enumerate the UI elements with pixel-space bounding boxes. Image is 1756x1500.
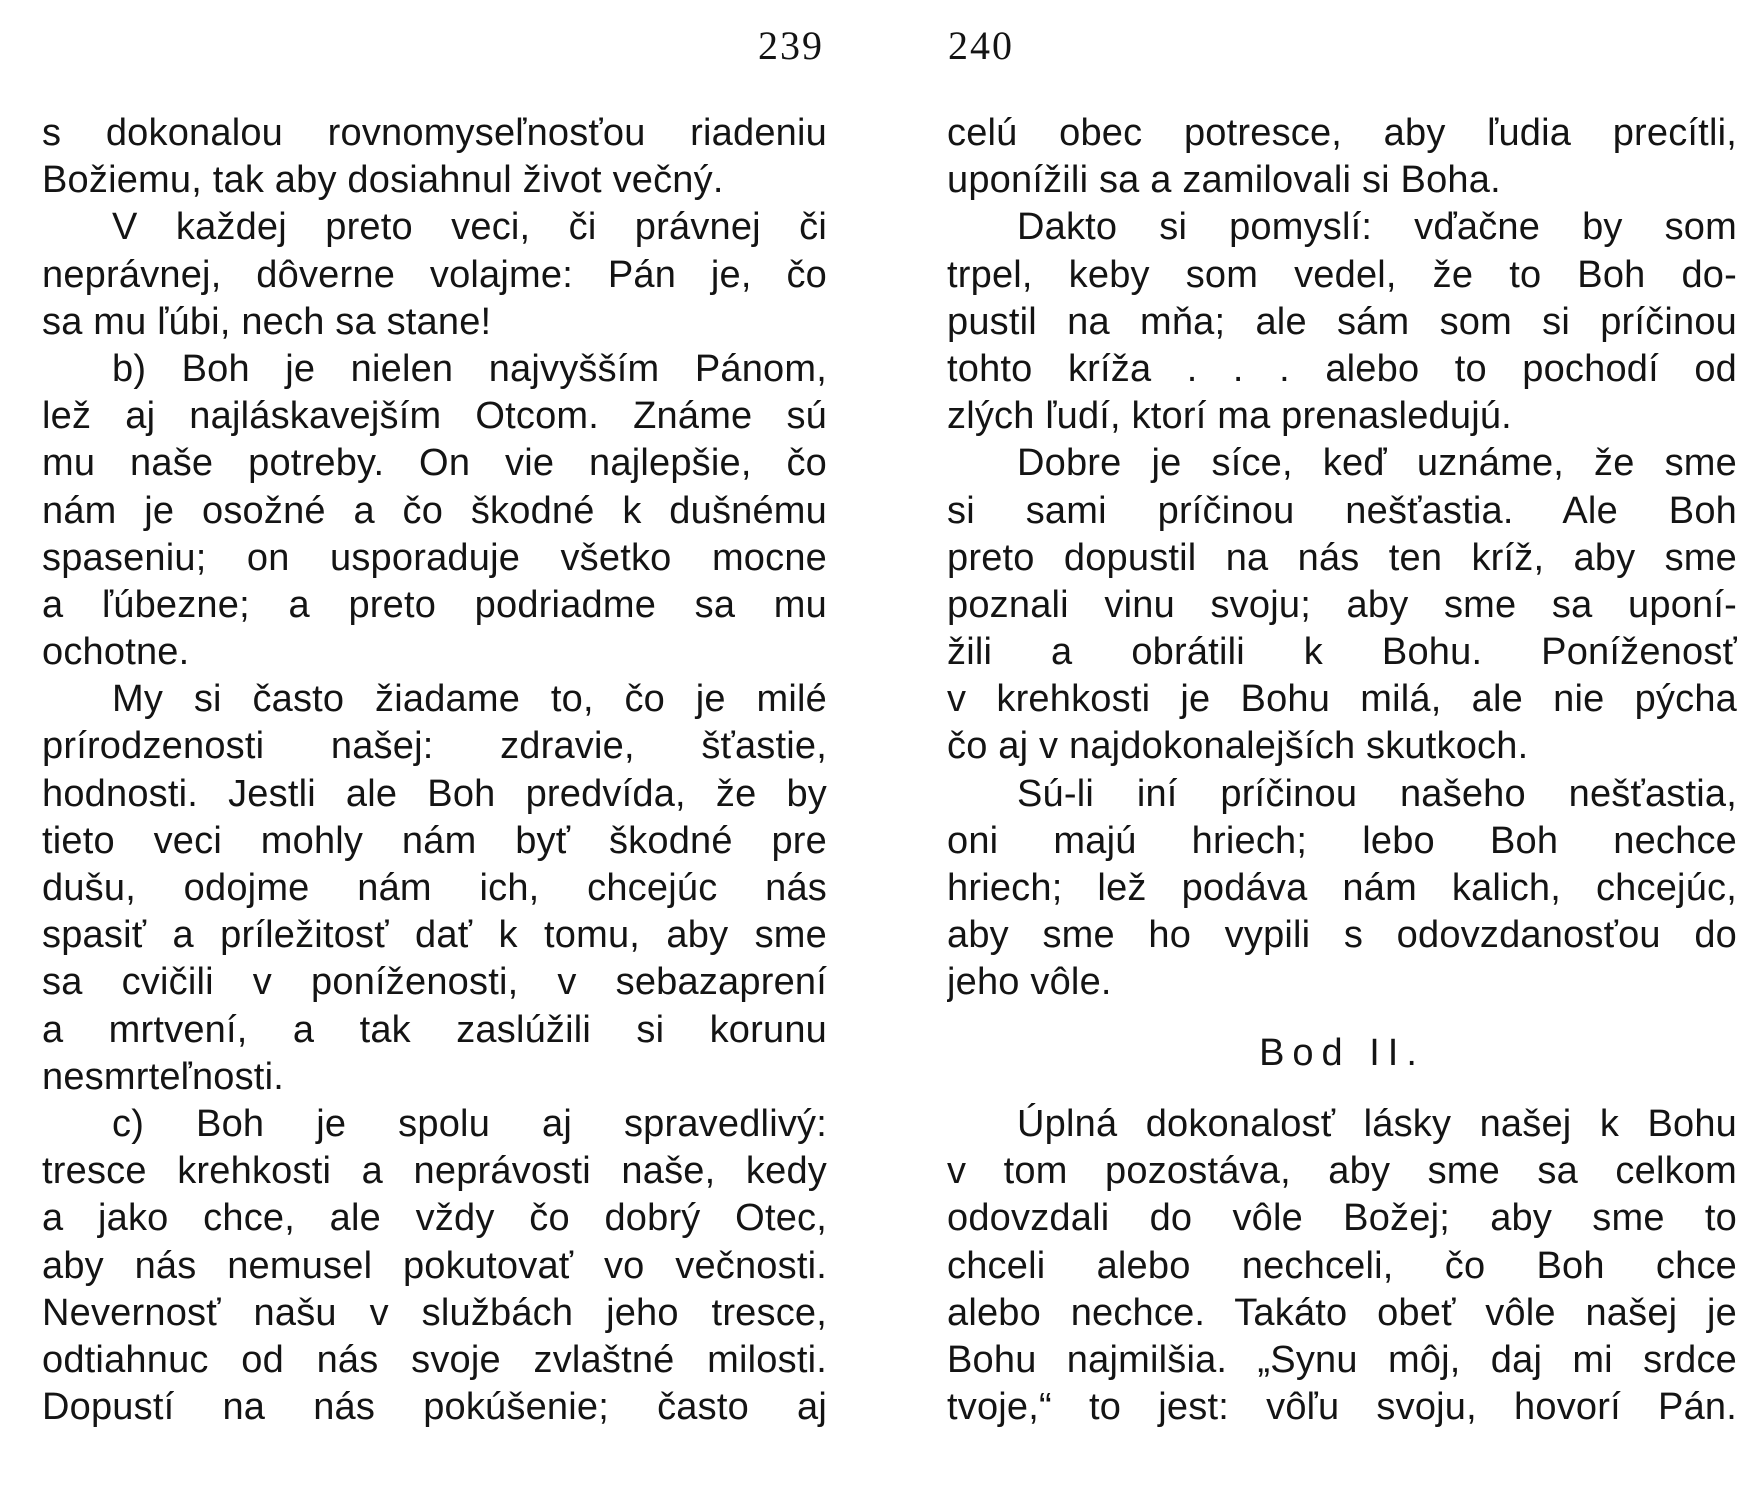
text-line: a ľúbezne; a preto podriadme sa mu [42, 583, 827, 626]
right-page-text-before-heading [947, 110, 1737, 1007]
text-line: nesmrteľnosti. [42, 1055, 284, 1098]
text-line: jeho vôle. [947, 961, 1112, 1004]
text-line: hodnosti. Jestli ale Boh predvída, že by [42, 772, 827, 815]
text-line: ochotne. [42, 631, 190, 674]
text-line: aby nás nemusel pokutovať vo večnosti. [42, 1244, 827, 1287]
text-line: Dopustí na nás pokúšenie; často aj [42, 1386, 827, 1429]
text-line: Dakto si pomyslí: vďačne by som [1017, 206, 1737, 249]
text-line: prírodzenosti našej: zdravie, šťastie, [42, 725, 827, 768]
text-line: poznali vinu svoju; aby sme sa uponí- [947, 583, 1737, 626]
page-number-left: 239 [758, 23, 824, 68]
text-line: sa cvičili v poníženosti, v sebazaprení [42, 961, 827, 1004]
text-line: My si často žiadame to, čo je milé [112, 678, 827, 721]
text-line: čo aj v najdokonalejších skutkoch. [947, 725, 1529, 768]
text-line: dušu, odojme nám ich, chcejúc nás [42, 867, 827, 909]
text-line: Úplná dokonalosť lásky našej k Bohu [1017, 1102, 1737, 1145]
text-line: Sú-li iní príčinou našeho nešťastia, [1017, 772, 1737, 815]
section-heading: Bod II. [1259, 1032, 1425, 1075]
right-page-text-after-heading [947, 1101, 1737, 1431]
text-line: V každej preto veci, či právnej či [112, 206, 827, 249]
text-line: preto dopustil na nás ten kríž, aby sme [947, 536, 1737, 579]
text-line: tieto veci mohly nám byť škodné pre [42, 819, 827, 862]
text-line: spaseniu; on usporaduje všetko mocne [42, 536, 827, 579]
text-line: aby sme ho vypili s odovzdanosťou do [947, 914, 1737, 957]
text-line: a mrtvení, a tak zaslúžili si korunu [42, 1008, 827, 1051]
right-page-text [947, 110, 1737, 1431]
text-line: pustil na mňa; ale sám som si príčinou [947, 300, 1737, 343]
text-line: Bohu najmilšia. „Synu môj, daj mi srdce [947, 1338, 1737, 1381]
text-line: trpel, keby som vedel, že to Boh do- [947, 253, 1737, 296]
text-line: žili a obrátili k Bohu. Poníženosť [947, 631, 1737, 674]
text-line: hriech; lež podáva nám kalich, chcejúc, [947, 867, 1737, 909]
text-line: tresce krehkosti a neprávosti naše, kedy [42, 1150, 827, 1193]
text-line: zlých ľudí, ktorí ma prenasledujú. [947, 395, 1512, 438]
text-line: b) Boh je nielen najvyšším Pánom, [112, 347, 827, 390]
text-line: uponížili sa a zamilovali si Boha. [947, 159, 1501, 202]
page-number-right: 240 [948, 23, 1014, 68]
text-line: Dobre je síce, keď uznáme, že sme [1017, 442, 1737, 485]
text-line: mu naše potreby. On vie najlepšie, čo [42, 442, 827, 485]
text-line: nám je osožné a čo škodné k dušnému [42, 489, 827, 532]
text-line: odtiahnuc od nás svoje zvlaštné milosti. [42, 1338, 827, 1381]
text-line: c) Boh je spolu aj spravedlivý: [112, 1102, 827, 1145]
text-line: tohto kríža . . . alebo to pochodí od [947, 347, 1737, 390]
text-line: lež aj najláskavejším Otcom. Známe sú [42, 395, 827, 438]
text-line: oni majú hriech; lebo Boh nechce [947, 819, 1737, 862]
text-line: s dokonalou rovnomyseľnosťou riadeniu [42, 112, 827, 154]
text-line: celú obec potresce, aby ľudia precítli, [947, 112, 1737, 154]
text-line: sa mu ľúbi, nech sa stane! [42, 300, 492, 343]
text-line: Božiemu, tak aby dosiahnul život večný. [42, 159, 724, 202]
text-line: spasiť a príležitosť dať k tomu, aby sme [42, 914, 827, 957]
text-line: si sami príčinou nešťastia. Ale Boh [947, 489, 1737, 532]
text-line: v krehkosti je Bohu milá, ale nie pýcha [947, 678, 1737, 721]
text-line: chceli alebo nechceli, čo Boh chce [947, 1244, 1737, 1287]
text-line: Nevernosť našu v službách jeho tresce, [42, 1291, 827, 1334]
text-line: alebo nechce. Takáto obeť vôle našej je [947, 1291, 1737, 1334]
text-line: v tom pozostáva, aby sme sa celkom [947, 1150, 1737, 1193]
text-line: a jako chce, ale vždy čo dobrý Otec, [42, 1197, 827, 1240]
text-line: odovzdali do vôle Božej; aby sme to [947, 1197, 1737, 1240]
text-line: neprávnej, dôverne volajme: Pán je, čo [42, 253, 827, 296]
text-line: tvoje,“ to jest: vôľu svoju, hovorí Pán. [947, 1386, 1737, 1429]
left-page-text [42, 110, 827, 1431]
